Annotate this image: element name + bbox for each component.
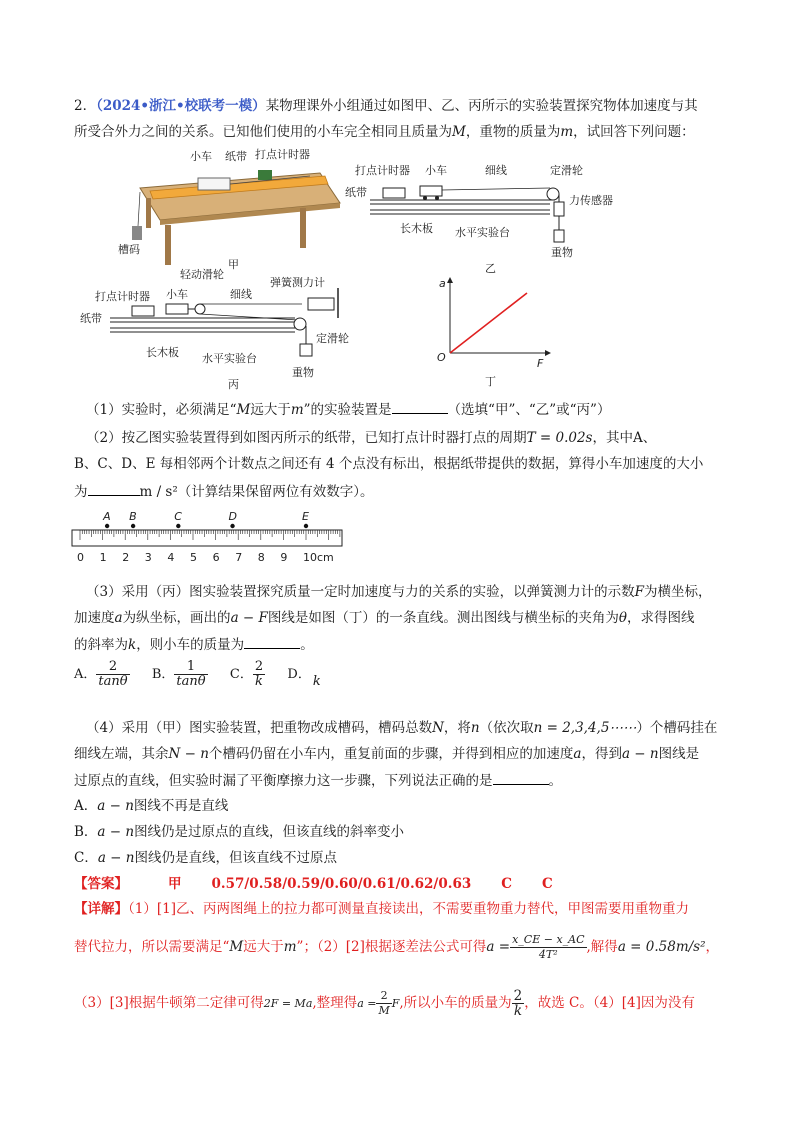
sensor-box <box>554 202 564 216</box>
option-frac <box>253 660 265 689</box>
q3-text-b: 为横坐标， <box>643 584 712 600</box>
wheel <box>435 196 439 200</box>
ruler-tick-label: 4 <box>167 551 175 564</box>
q2-text: （2）按乙图实验装置得到如图丙所示的纸带，已知打点计时器打点的周期 <box>86 430 527 446</box>
origin-label: O <box>437 351 446 364</box>
frac-num: 1 <box>174 660 207 675</box>
ruler-tick-label: 5 <box>190 551 197 564</box>
car-box <box>420 186 442 196</box>
q4-text-2d: 图线是 <box>658 746 700 762</box>
var-aF: a − F <box>230 610 268 626</box>
q3-text-2b: 为纵坐标，画出的 <box>122 610 231 626</box>
q4-line2 <box>74 744 699 764</box>
answer-3: C <box>501 876 512 892</box>
formula-frac <box>510 933 586 962</box>
tape-point-label: B <box>129 510 137 523</box>
tape-point <box>176 524 180 528</box>
label-tape: 纸带 <box>345 186 367 199</box>
q3-text-3c: 。 <box>300 637 314 653</box>
detail-text-2e: ， <box>705 939 720 955</box>
label-weight: 重物 <box>292 366 314 379</box>
intro-text: 所受合外力之间的关系。已知他们使用的小车完全相同且质量为 <box>74 124 452 140</box>
q1-text: （1）实验时，必须满足“ <box>86 402 237 418</box>
q4-text-d: ）个槽码挂在 <box>636 720 718 736</box>
x-arrow <box>545 350 551 356</box>
q4-line1 <box>86 718 717 738</box>
label-table: 水平实验台 <box>455 226 510 239</box>
label-spring: 弹簧测力计 <box>270 276 325 289</box>
formula-lhs: a = <box>486 939 511 955</box>
label-timer: 打点计时器 <box>95 290 150 303</box>
ruler-tick-label: 1 <box>99 551 107 564</box>
option-c[interactable] <box>229 659 265 689</box>
q4-text-c: （依次取 <box>479 720 534 736</box>
q2-text-3: 为 <box>74 484 88 500</box>
question-number: 2． <box>74 98 97 114</box>
detail-text-2a: 替代拉力，所以需要满足“ <box>74 939 230 955</box>
option-label: D． <box>287 667 311 682</box>
frac-num: 2 <box>96 660 129 675</box>
label-sensor: 力传感器 <box>569 194 613 207</box>
label-car: 小车 <box>190 150 212 163</box>
var-m: m <box>283 939 297 955</box>
detail-text-2c: ”；（2）[2]根据逐差法公式可得 <box>296 939 487 955</box>
intro-text-b: ，重物的质量为 <box>465 124 561 140</box>
option-frac <box>174 660 207 689</box>
var-a: a <box>114 610 123 626</box>
var-m: m <box>290 402 304 418</box>
option-frac <box>311 661 323 689</box>
var-a: a <box>573 746 582 762</box>
question-title <box>74 96 698 116</box>
car-box <box>166 304 188 314</box>
frac-den: tanθ <box>98 674 128 689</box>
label-tape: 纸带 <box>225 150 247 163</box>
table-leg <box>300 208 306 248</box>
option-d[interactable] <box>287 667 322 689</box>
q4-text-3: 过原点的直线，但实验时漏了平衡摩擦力这一步骤，下列说法正确的是 <box>74 773 493 789</box>
var-an: a − n <box>97 824 135 840</box>
q2-line3 <box>74 481 374 502</box>
caption-yi: 乙 <box>485 262 496 275</box>
frac-den: tanθ <box>176 674 206 689</box>
detail-eq2-rhs: F <box>391 997 400 1010</box>
q1-text-c: （选填“甲”、“乙”或“丙”） <box>447 402 611 418</box>
q4-text-b: ，将 <box>443 720 471 736</box>
label-weight: 槽码 <box>118 243 140 256</box>
frac-den: k <box>312 673 321 689</box>
answer-label: 【答案】 <box>74 876 128 892</box>
wheel <box>423 196 427 200</box>
frac-num: 2 <box>376 989 391 1004</box>
q1 <box>86 399 610 420</box>
detail-text-1: （1）[1]乙、丙两图绳上的拉力都可测量直接读出，不需要重物重力替代，甲图需要用重物重力 <box>128 901 689 917</box>
q3-line2 <box>74 608 695 628</box>
option-b[interactable] <box>151 659 208 689</box>
weight-box <box>300 344 312 356</box>
answer-1: 甲 <box>168 876 182 892</box>
q4-text-2: 细线左端，其余 <box>74 746 169 762</box>
thread <box>442 188 550 190</box>
var-M: M <box>452 124 466 140</box>
q4-text-2b: 个槽码仍留在小车内，重复前面的步骤，并得到相应的加速度 <box>208 746 574 762</box>
detail-eq1: 2F = Ma <box>263 997 313 1010</box>
label-table: 水平实验台 <box>202 352 257 365</box>
q4-answer-blank[interactable] <box>493 770 549 785</box>
detail-text-3d: ，故选 C。（4）[4]因为没有 <box>524 995 695 1011</box>
q3-text-2d: ，求得图线 <box>627 610 695 626</box>
var-N: N <box>432 720 444 736</box>
q3-text-2c: 图线是如图（丁）的一条直线。测出图线与横坐标的夹角为 <box>267 610 619 626</box>
q3-line1 <box>86 582 711 602</box>
question-intro-2 <box>74 122 695 142</box>
q4-option-c[interactable] <box>74 848 337 868</box>
answer-4: C <box>542 876 553 892</box>
ruler-tick-label: 2 <box>122 551 130 564</box>
ruler-tick-label: 7 <box>235 551 243 564</box>
tape-point-label: D <box>228 510 238 523</box>
q2-line2 <box>74 454 703 474</box>
label-weight: 重物 <box>551 246 573 259</box>
q2-period: T = 0.02s <box>526 430 593 446</box>
detail-text-2b: 远大于 <box>243 939 284 955</box>
tape-point <box>105 524 109 528</box>
q2-unit: m / s² <box>139 484 178 500</box>
timer-box <box>258 170 272 180</box>
frac-den: 4T² <box>538 948 558 961</box>
q2-line1 <box>86 428 656 448</box>
ruler-tick-label: 3 <box>144 551 152 564</box>
label-timer: 打点计时器 <box>255 148 310 161</box>
frac-num: 2 <box>513 988 523 1004</box>
q2-text-3b: （计算结果保留两位有效数字）。 <box>177 484 374 500</box>
label-thread: 细线 <box>230 288 252 301</box>
detail-eq2-lhs: a = <box>357 997 377 1010</box>
option-label: C． <box>229 667 253 682</box>
option-text: 图线仍是直线，但该直线不过原点 <box>134 850 337 866</box>
q3-answer-blank[interactable] <box>244 634 300 649</box>
eq2-frac <box>376 989 391 1018</box>
detail-line2 <box>74 932 719 962</box>
figure-ding <box>425 275 555 390</box>
option-a[interactable] <box>74 659 130 689</box>
option-label: A． <box>74 798 98 814</box>
ruler-points <box>102 510 309 528</box>
moving-pulley <box>195 304 205 314</box>
ruler-tick-label: 0 <box>77 551 84 564</box>
detail-result: a = 0.58m/s² <box>617 939 706 955</box>
var-an: a − n <box>97 850 135 866</box>
frac-den: k <box>255 674 263 689</box>
option-label: B． <box>151 667 175 682</box>
q2-text-2: B、C、D、E 每相邻两个计数点之间还有 4 个点没有标出，根据纸带提供的数据，算得小车加速度的大小 <box>74 456 704 472</box>
thread <box>138 192 140 226</box>
detail-text-3c: ,所以小车的质量为 <box>399 995 512 1011</box>
label-board: 长木板 <box>400 222 433 235</box>
detail-line3 <box>74 986 695 1021</box>
spring-scale <box>308 298 334 310</box>
tape-point-label: A <box>103 510 111 523</box>
q2-text-b: ，其中A、 <box>592 430 657 446</box>
var-F: F <box>634 584 644 600</box>
label-tape: 纸带 <box>80 312 102 325</box>
detail-text-3a: （3）[3]根据牛顿第二定律可得 <box>74 995 264 1011</box>
weight-block <box>132 226 142 240</box>
label-pulley-move: 轻动滑轮 <box>180 268 224 281</box>
frac-den: k <box>513 1003 523 1019</box>
tape-point-label: E <box>302 510 309 523</box>
timer-box <box>132 306 154 316</box>
q3-text-2: 加速度 <box>74 610 115 626</box>
option-label: B． <box>74 824 98 840</box>
var-k: k <box>128 637 137 653</box>
tape-point <box>131 524 135 528</box>
q3-text-3: 的斜率为 <box>74 637 128 653</box>
timer-box <box>383 188 405 198</box>
q3-options <box>74 660 323 690</box>
var-theta: θ <box>618 610 628 626</box>
q4-text-3b: 。 <box>548 773 562 789</box>
frac-num: 2 <box>254 659 264 674</box>
option-text: 图线不再是直线 <box>133 798 229 814</box>
q4-option-b[interactable] <box>74 822 404 842</box>
q1-text-b: ”的实验装置是 <box>303 402 392 418</box>
figure-bing <box>80 268 360 393</box>
var-M: M <box>236 402 251 418</box>
label-car: 小车 <box>166 288 188 301</box>
frac-num: x_CE − x_AC <box>512 933 585 946</box>
x-axis-label: F <box>537 357 544 370</box>
detail-text-3b: ,整理得 <box>312 995 358 1011</box>
y-axis-label: a <box>439 277 446 290</box>
q4-text-2c: ，得到 <box>581 746 622 762</box>
q1-answer-blank[interactable] <box>392 399 448 414</box>
fixed-pulley <box>294 318 306 330</box>
frac-den: M <box>378 1004 390 1017</box>
label-car: 小车 <box>425 164 447 177</box>
var-nvals: n = 2,3,4,5⋯⋯ <box>533 720 637 736</box>
tape-point <box>230 524 234 528</box>
question-source: （2024•浙江•校联考一模） <box>96 98 266 114</box>
a-F-line <box>450 293 527 353</box>
option-label: C． <box>74 850 98 866</box>
answer-line <box>74 874 553 894</box>
var-an: a − n <box>621 746 659 762</box>
tape-ruler <box>70 508 360 568</box>
figure-jia <box>110 148 350 273</box>
question-intro: 某物理课外小组通过如图甲、乙、丙所示的实验装置探究物体加速度与其 <box>265 98 698 114</box>
label-pulley-fixed: 定滑轮 <box>316 332 349 345</box>
intro-text-c: ，试回答下列问题： <box>573 124 695 140</box>
label-thread: 细线 <box>485 164 507 177</box>
var-Nn: N − n <box>168 746 209 762</box>
answer-2: 0.57/0.58/0.59/0.60/0.61/0.62/0.63 <box>211 876 472 892</box>
thread <box>200 314 298 320</box>
var-m: m <box>560 124 574 140</box>
tape-point <box>304 524 308 528</box>
q4-line3 <box>74 770 562 791</box>
q3-text: （3）采用（丙）图实验装置探究质量一定时加速度与力的关系的实验，以弹簧测力计的示数 <box>86 584 635 600</box>
q3-line3 <box>74 634 314 655</box>
q2-answer-blank[interactable] <box>88 481 140 496</box>
var-n: n <box>470 720 480 736</box>
caption-jia: 甲 <box>228 258 239 271</box>
q4-option-a[interactable] <box>74 796 228 816</box>
q1-mid: 远大于 <box>250 402 291 418</box>
ruler-tick-label: 8 <box>257 551 265 564</box>
var-an: a − n <box>97 798 134 814</box>
figure-yi <box>345 160 635 278</box>
option-text: 图线仍是过原点的直线，但该直线的斜率变小 <box>134 824 405 840</box>
y-arrow <box>447 277 453 283</box>
option-label: A． <box>74 667 97 682</box>
detail-label: 【详解】 <box>74 901 128 917</box>
caption-bing: 丙 <box>228 378 239 391</box>
q3-text-3b: ，则小车的质量为 <box>136 637 245 653</box>
pulley <box>547 188 559 200</box>
weight-box <box>554 230 564 242</box>
ruler-tick-label: 9 <box>280 551 288 564</box>
label-pulley: 定滑轮 <box>550 164 583 177</box>
label-board: 长木板 <box>146 346 179 359</box>
var-M: M <box>229 939 244 955</box>
car-body <box>198 178 230 190</box>
label-timer: 打点计时器 <box>355 164 410 177</box>
tape-point-label: C <box>174 510 182 523</box>
q4-text: （4）采用（甲）图实验装置，把重物改成槽码，槽码总数 <box>86 720 433 736</box>
ruler-tick-label: 10cm <box>303 551 334 564</box>
ruler-tick-label: 6 <box>212 551 220 564</box>
option-frac <box>96 660 129 689</box>
caption-ding: 丁 <box>485 375 496 388</box>
table-leg <box>165 225 171 265</box>
eq3-frac <box>512 989 525 1018</box>
detail-line1 <box>74 899 689 919</box>
detail-text-2d: ,解得 <box>586 939 618 955</box>
table-leg <box>146 198 151 228</box>
